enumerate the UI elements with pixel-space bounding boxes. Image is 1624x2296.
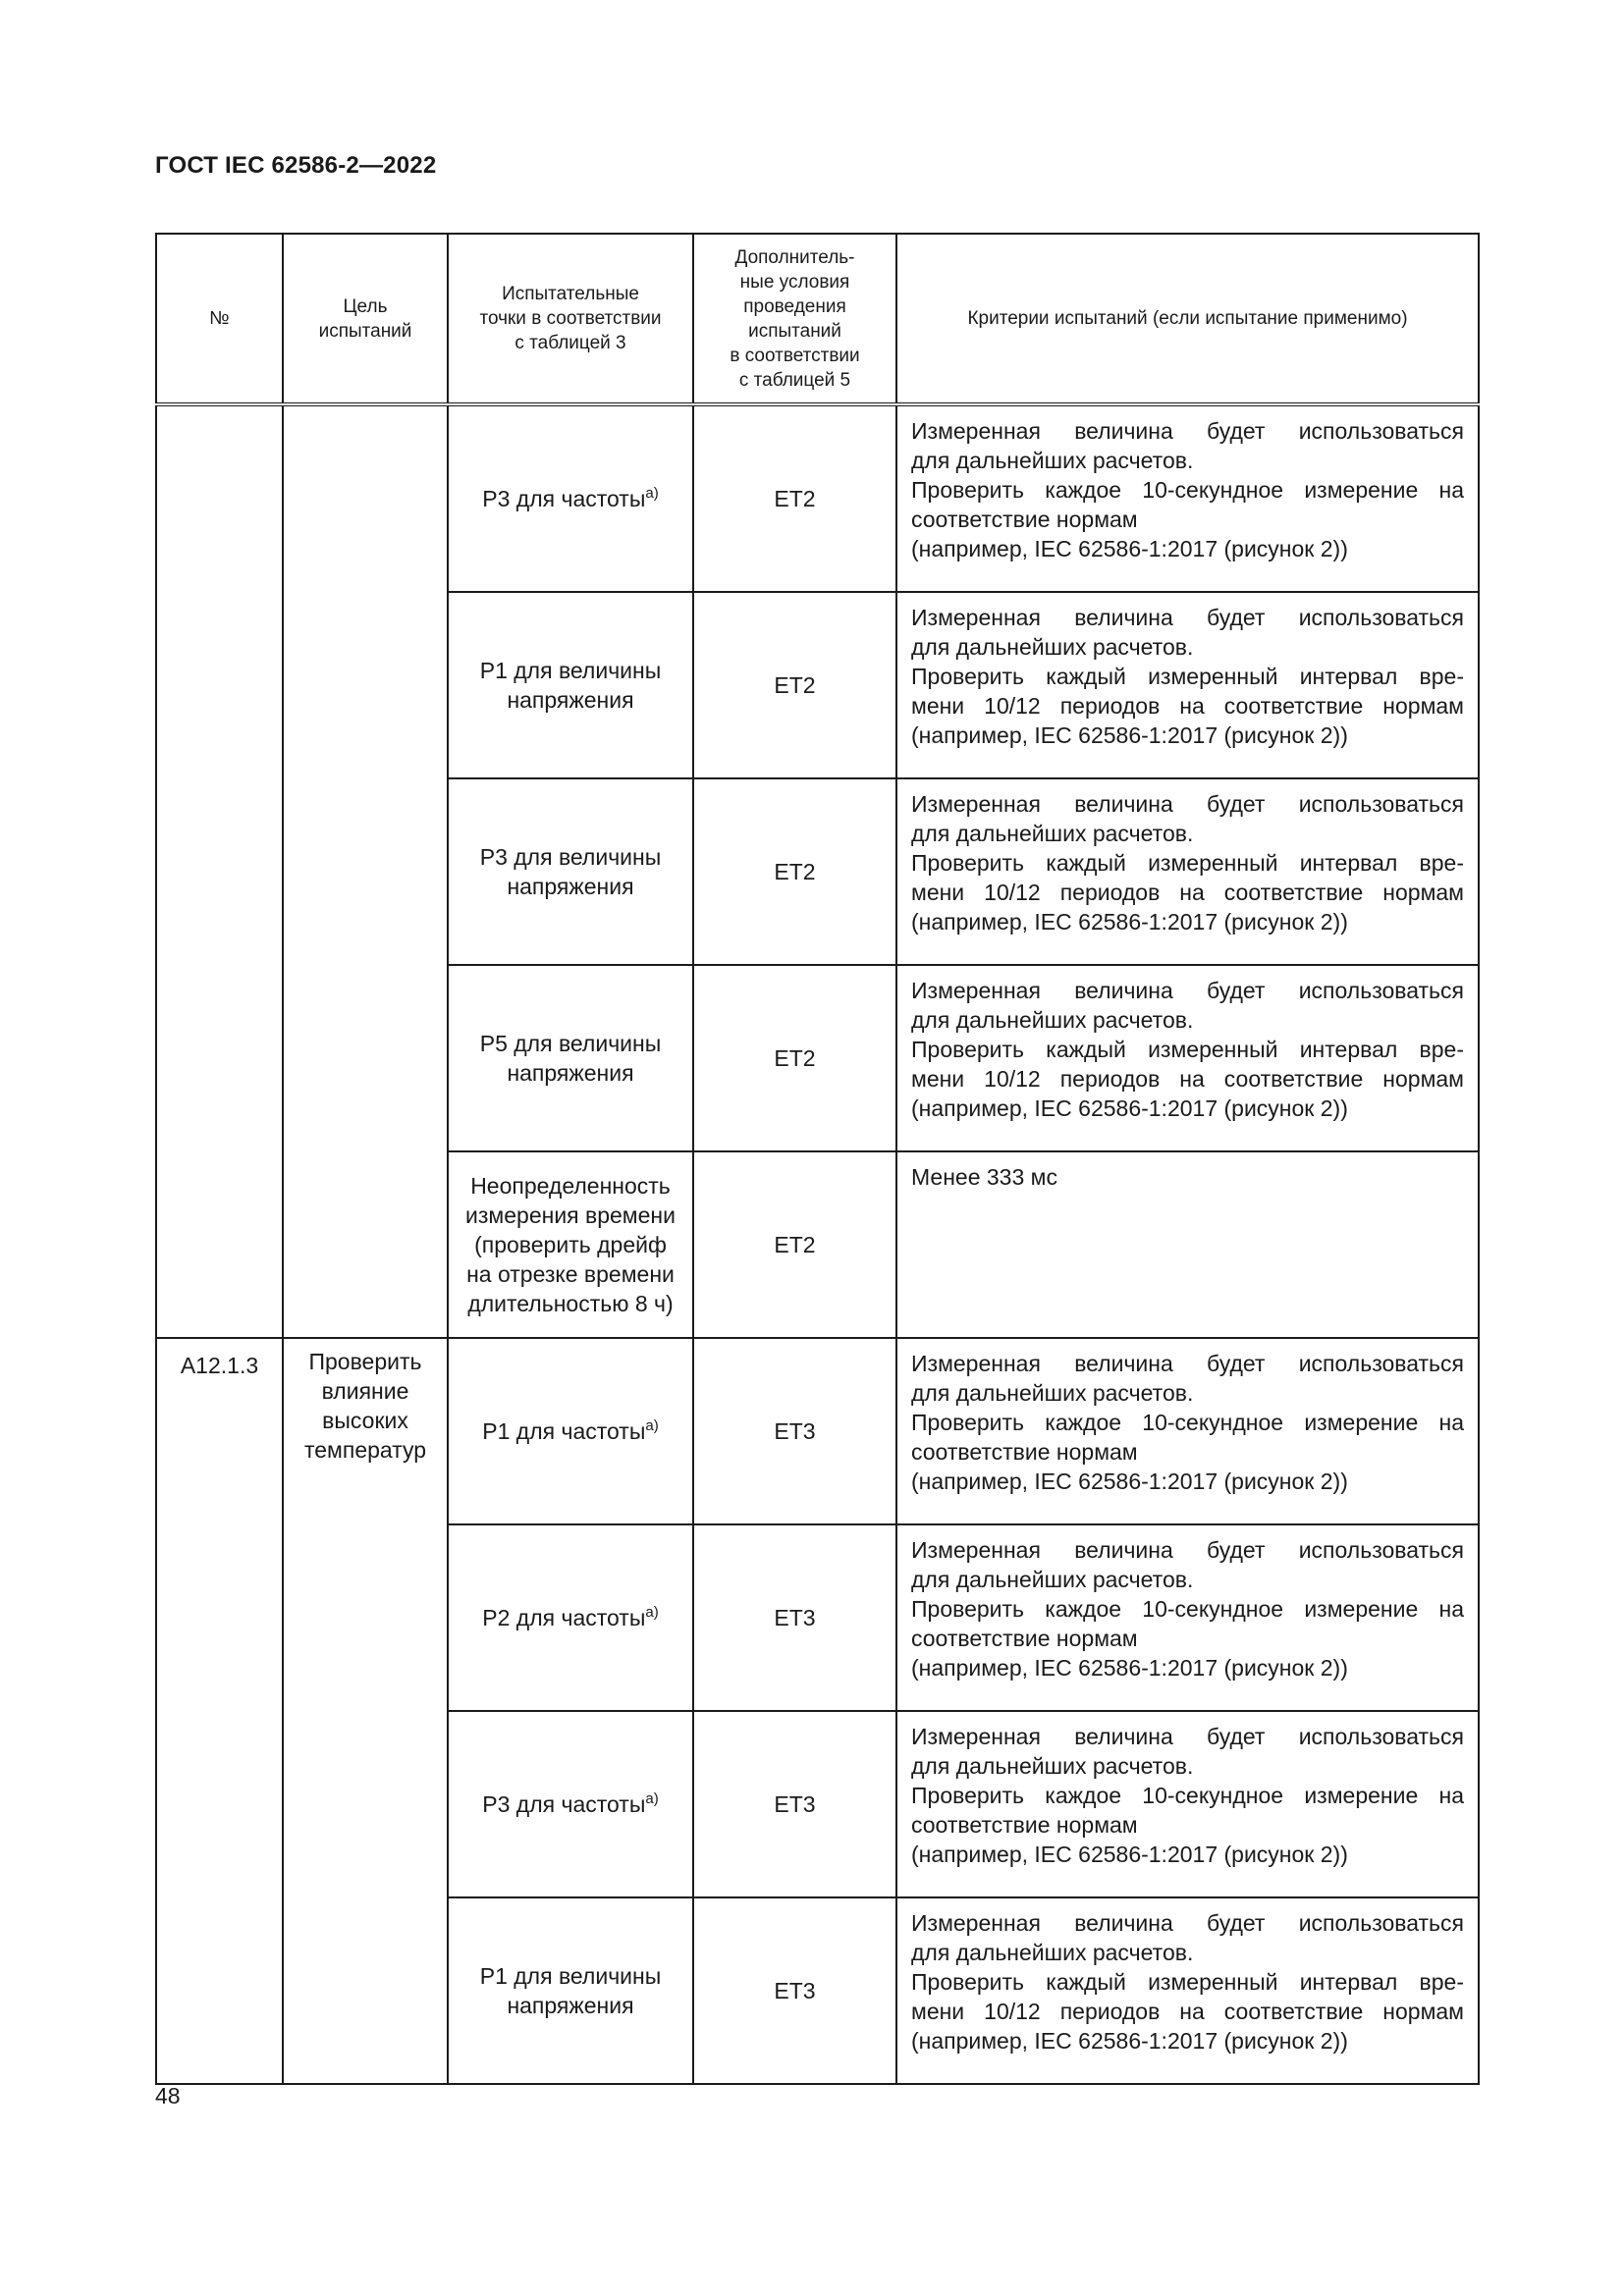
column-header-number: [156, 234, 283, 404]
test-goal-line: высоких: [322, 1408, 408, 1433]
criteria-line: (например, IEC 62586-1:2017 (рисунок 2)): [911, 1842, 1348, 1867]
test-number: А12.1.3: [180, 1353, 259, 1378]
column-header-goal: [283, 234, 448, 404]
footnote-marker: а): [645, 1790, 659, 1807]
test-criteria-cell: [896, 1338, 1479, 1524]
test-point-cell: [448, 592, 693, 778]
test-point-line: измерения времени: [465, 1202, 676, 1228]
criteria-line: (например, IEC 62586-1:2017 (рисунок 2)): [911, 1095, 1348, 1121]
test-condition-cell: ЕТ2: [693, 965, 896, 1151]
test-point-line: Р1 для частоты: [482, 1418, 646, 1444]
column-header-line: Цель: [343, 295, 388, 317]
column-header-line: Испытательные: [502, 284, 639, 304]
test-point-cell: [448, 1524, 693, 1711]
criteria-line: (например, IEC 62586-1:2017 (рисунок 2)): [911, 536, 1348, 561]
criteria-line: Менее 333 мс: [911, 1164, 1057, 1190]
criteria-line: Проверить каждый измеренный интервал вре-: [911, 850, 1464, 876]
test-point-line: Р3 для частоты: [482, 486, 646, 511]
criteria-line: Измеренная величина будет использоваться: [911, 978, 1464, 1003]
criteria-line: (например, IEC 62586-1:2017 (рисунок 2)): [911, 909, 1348, 934]
criteria-line: для дальнейших расчетов.: [911, 821, 1194, 846]
footnote-marker: а): [645, 1417, 659, 1434]
test-criteria-cell: [896, 1151, 1479, 1338]
test-point-line: Р3 для величины: [479, 844, 662, 870]
test-point-line: Р1 для величины: [479, 658, 662, 683]
test-point-line: Неопределенность: [470, 1173, 671, 1199]
criteria-line: Измеренная величина будет использоваться: [911, 1351, 1464, 1376]
test-goal-line: влияние: [321, 1378, 409, 1404]
test-point-line: Р1 для величины: [479, 1963, 662, 1989]
criteria-line: (например, IEC 62586-1:2017 (рисунок 2)): [911, 1655, 1348, 1681]
criteria-line: Измеренная величина будет использоваться: [911, 1910, 1464, 1936]
criteria-line: Измеренная величина будет использоваться: [911, 605, 1464, 630]
criteria-line: Измеренная величина будет использоваться: [911, 1537, 1464, 1563]
criteria-line: Проверить каждый измеренный интервал вре-: [911, 664, 1464, 689]
column-header-line: испытаний: [318, 320, 412, 342]
column-header-line: испытаний: [748, 320, 841, 342]
column-header-line: точки в соответствии: [479, 308, 662, 329]
test-point-line: напряжения: [507, 687, 634, 713]
criteria-line: для дальнейших расчетов.: [911, 1380, 1194, 1406]
test-point-line: Р5 для величины: [479, 1031, 662, 1056]
test-condition-cell: ЕТ2: [693, 778, 896, 965]
test-criteria-cell: [896, 1711, 1479, 1897]
test-goal-cell: [283, 404, 448, 1338]
criteria-line: Измеренная величина будет использоваться: [911, 1724, 1464, 1749]
criteria-line: соответствие нормам: [911, 507, 1138, 532]
column-header-criteria: [896, 234, 1479, 404]
test-number-cell: [156, 1338, 283, 2084]
column-header-test-points: [448, 234, 693, 404]
test-point-line: Р3 для частоты: [482, 1791, 646, 1817]
test-criteria-cell: [896, 965, 1479, 1151]
column-header-line: ные условия: [739, 271, 850, 293]
criteria-line: (например, IEC 62586-1:2017 (рисунок 2)): [911, 1468, 1348, 1494]
criteria-line: соответствие нормам: [911, 1812, 1138, 1838]
criteria-line: мени 10/12 периодов на соответствие нормам: [911, 1066, 1464, 1092]
table-row: [156, 1338, 1479, 1524]
page-number: 48: [155, 2083, 181, 2109]
criteria-line: соответствие нормам: [911, 1626, 1138, 1651]
table-row: [156, 404, 1479, 592]
test-point-line: напряжения: [507, 1060, 634, 1086]
criteria-line: Проверить каждый измеренный интервал вре-: [911, 1037, 1464, 1062]
test-point-line: длительностью 8 ч): [467, 1291, 674, 1316]
test-point-cell: [448, 404, 693, 592]
test-point-line: на отрезке времени: [466, 1261, 675, 1287]
criteria-line: для дальнейших расчетов.: [911, 1567, 1194, 1592]
footnote-marker: а): [645, 485, 659, 502]
criteria-line: Проверить каждое 10-секундное измерение на: [911, 477, 1464, 503]
column-header-line: Критерии испытаний (если испытание применимо): [967, 308, 1408, 329]
column-header-line: Дополнитель-: [734, 246, 855, 268]
criteria-line: Проверить каждый измеренный интервал вре-: [911, 1969, 1464, 1995]
criteria-line: (например, IEC 62586-1:2017 (рисунок 2)): [911, 722, 1348, 748]
criteria-line: Проверить каждое 10-секундное измерение на: [911, 1783, 1464, 1808]
criteria-line: Измеренная величина будет использоваться: [911, 791, 1464, 817]
criteria-line: мени 10/12 периодов на соответствие нормам: [911, 880, 1464, 905]
test-goal-cell: [283, 1338, 448, 2084]
test-criteria-cell: [896, 592, 1479, 778]
test-point-line: напряжения: [507, 1993, 634, 2018]
column-header-line: проведения: [743, 295, 846, 317]
criteria-line: для дальнейших расчетов.: [911, 448, 1194, 473]
criteria-line: мени 10/12 периодов на соответствие нормам: [911, 693, 1464, 719]
criteria-line: мени 10/12 периодов на соответствие нормам: [911, 1999, 1464, 2024]
criteria-line: Проверить каждое 10-секундное измерение на: [911, 1596, 1464, 1622]
test-point-cell: [448, 1151, 693, 1338]
test-point-cell: [448, 1338, 693, 1524]
test-condition-cell: ЕТ2: [693, 1151, 896, 1338]
table-header-row: [156, 234, 1479, 404]
test-point-line: напряжения: [507, 874, 634, 899]
criteria-line: для дальнейших расчетов.: [911, 1940, 1194, 1965]
column-header-line: в соответствии: [730, 345, 860, 366]
test-condition-cell: ЕТ3: [693, 1338, 896, 1524]
test-point-cell: [448, 1711, 693, 1897]
test-goal-line: температур: [303, 1437, 427, 1463]
test-point-cell: [448, 965, 693, 1151]
test-criteria-cell: [896, 778, 1479, 965]
criteria-line: для дальнейших расчетов.: [911, 1007, 1194, 1033]
test-point-cell: [448, 778, 693, 965]
test-condition-cell: ЕТ3: [693, 1711, 896, 1897]
test-point-line: Р2 для частоты: [482, 1605, 646, 1630]
footnote-marker: а): [645, 1604, 659, 1621]
column-header-conditions: [693, 234, 896, 404]
test-condition-cell: ЕТ3: [693, 1524, 896, 1711]
document-title: ГОСТ IEC 62586-2—2022: [155, 152, 437, 179]
test-criteria-cell: [896, 1897, 1479, 2084]
test-point-cell: [448, 1897, 693, 2084]
column-header-line: с таблицей 5: [738, 369, 851, 391]
test-condition-cell: ЕТ2: [693, 404, 896, 592]
criteria-line: соответствие нормам: [911, 1439, 1138, 1465]
criteria-line: для дальнейших расчетов.: [911, 634, 1194, 660]
test-table: [155, 233, 1480, 2085]
test-condition-cell: ЕТ2: [693, 592, 896, 778]
criteria-line: Проверить каждое 10-секундное измерение на: [911, 1410, 1464, 1435]
column-header-line: №: [209, 308, 230, 329]
test-number: [157, 414, 282, 418]
criteria-line: для дальнейших расчетов.: [911, 1753, 1194, 1779]
test-number-cell: [156, 404, 283, 1338]
criteria-line: Измеренная величина будет использоваться: [911, 418, 1464, 444]
column-header-line: с таблицей 3: [514, 333, 626, 353]
test-point-line: (проверить дрейф: [474, 1232, 667, 1257]
test-goal-line: Проверить: [308, 1349, 422, 1374]
criteria-line: (например, IEC 62586-1:2017 (рисунок 2)): [911, 2028, 1348, 2054]
test-criteria-cell: [896, 1524, 1479, 1711]
test-criteria-cell: [896, 404, 1479, 592]
test-condition-cell: ЕТ3: [693, 1897, 896, 2084]
